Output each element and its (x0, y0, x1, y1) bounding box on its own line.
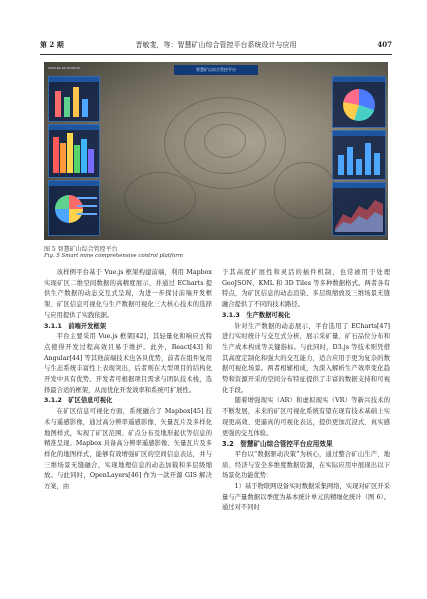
left-column (44, 268, 212, 493)
chart-bar (60, 143, 66, 173)
legend-line (77, 213, 97, 215)
figure-caption-en: Fig. 5 Smart mine comprehensive control platform (44, 253, 183, 259)
running-title: 晋敏斐，等：智慧矿山综合管控平台系统设计与应用 (135, 41, 297, 49)
screen-title: 智慧矿山综合管控平台 (174, 65, 258, 75)
paragraph: 针对生产数据的动态展示，平台选用了 ECharts[47] 进行实时统计与交互式分析，展示采矿量、矿石品位分布和生产成本构成等关键指标。与此同时，D3.js 等技术则凭借其高度定制化和强大的交互能力，适合应用于更为复杂的数据可视化场景。两者相辅相成，为深入解析生产效率变化趋势和资源开采的空间分布特征提供了丰富的数据支持和可视化手段。 (222, 322, 390, 394)
section-heading: 3.1.3 生产数据可视化 (222, 311, 291, 319)
legend-line (77, 205, 97, 207)
paragraph: 随着增强现实（AR）和虚拟现实（VR）等新兴技术的不断发展，未来的矿区可视化系统有望在现有技术基础上实现更高效、更逼真的可视化表达，提供更加沉浸式、真实感更强的交互体验。 (222, 397, 390, 437)
pie-chart (343, 89, 375, 121)
right-column (222, 268, 390, 514)
section-heading: 3.2 智慧矿山综合管控平台应用效果 (222, 440, 333, 449)
left-panel-grade (48, 124, 100, 178)
terrain-contour (204, 124, 246, 158)
paragraph: 在矿区信息可视化方面，系统融合了 Mapbox[45] 技术与遥感影像，通过高分辨率遥感影像、矢量瓦片及多样化地图样式，实现了矿区范围、矿点分布及地形起伏等信息的精准呈现。Mapbox 具备高分辨率遥感影像、矢量瓦片及多样化的地图样式，能够有效增强矿区的空间信息表达，并与三维场景无缝融合，实现地理信息的动态加载和多层级缩放。与此同时，OpenLayers[46] 作为一款开源 GIS 解决方案，由 (44, 408, 212, 491)
right-panel-area (332, 182, 386, 236)
chart-bar (53, 137, 59, 173)
page-number: 407 (377, 40, 392, 49)
chart-bar (338, 155, 344, 175)
paragraph: 平台以“数据驱动决策”为核心，通过整合矿山生产、地质、经济与安全多维度数据资源，在实际应用中展现出以下场景化功能优势： (222, 450, 390, 480)
chart-bar (365, 143, 371, 175)
chart-bar (55, 91, 61, 117)
chart-bar (374, 153, 380, 175)
left-panel-cost (48, 180, 100, 236)
paragraph: 1）基于物联网设备实时数据采集网络，实现对矿区开采量与产量数据以季度为基本统计单元的精细化统计（图 6）。通过对不同时 (222, 483, 390, 512)
paragraph: 平台主要采用 Vue.js 框架[42]，其轻量化和响应式特点使得开发过程高效且易于维护。此外，React[43] 和 Angular[44] 等其他前端技术也各具优势，前者在组件复用与生态系统丰富性上表现突出，后者则在大型项目的结构化开发中具有优势。开发者可根据项目需求与团队技术栈，选择最合适的框架，从而优化开发效率和系统可扩展性。 (44, 333, 212, 394)
header-rule (40, 54, 392, 55)
issue-number: 第 2 期 (40, 40, 64, 49)
terrain-contour (274, 162, 336, 219)
screen-clock: 2023-01-16 10:06:32 (48, 66, 80, 70)
chart-bar (74, 145, 80, 173)
right-panel-pie (332, 76, 386, 128)
right-panel-bars (332, 130, 386, 180)
chart-bar (73, 87, 79, 117)
running-header (40, 40, 392, 54)
chart-bar (64, 97, 70, 117)
figure-caption-cn: 图 5 智慧矿山综合管控平台 (44, 246, 118, 253)
section-heading: 3.1.1 前端开发框架 (44, 322, 107, 330)
terrain-contour (124, 172, 196, 224)
chart-bar (82, 99, 88, 117)
platform-screenshot-figure (44, 62, 388, 240)
left-panel-production (48, 76, 100, 122)
donut-chart (55, 195, 83, 223)
area-chart (333, 188, 385, 234)
chart-bar (81, 139, 87, 173)
legend-line (77, 197, 97, 199)
section-heading: 3.1.2 矿区信息可视化 (44, 397, 113, 405)
chart-bar (88, 149, 94, 173)
paragraph: 于其高度扩展性和灵活的插件机制，也常被用于处理 GeoJSON、KML 和 3D Tiles 等多种数据格式。两者各有特点，为矿区信息的动态渲染、多层级缩放及三维场景无缝融合提供了不同的技术路径。 (222, 269, 390, 309)
chart-bar (347, 147, 353, 175)
chart-bar (67, 133, 73, 173)
chart-bar (356, 159, 362, 175)
paragraph: 该样例平台基于 Vue.js 框架构建前端，利用 Mapbox 实现矿区二维空间数据的高精度展示，并通过 ECharts 提供生产数据的动态交互式呈现，为进一步探讨前端开发框架、矿区信息可视化与生产数据可视化三大核心技术的选择与应用提供了实践依据。 (44, 269, 212, 319)
